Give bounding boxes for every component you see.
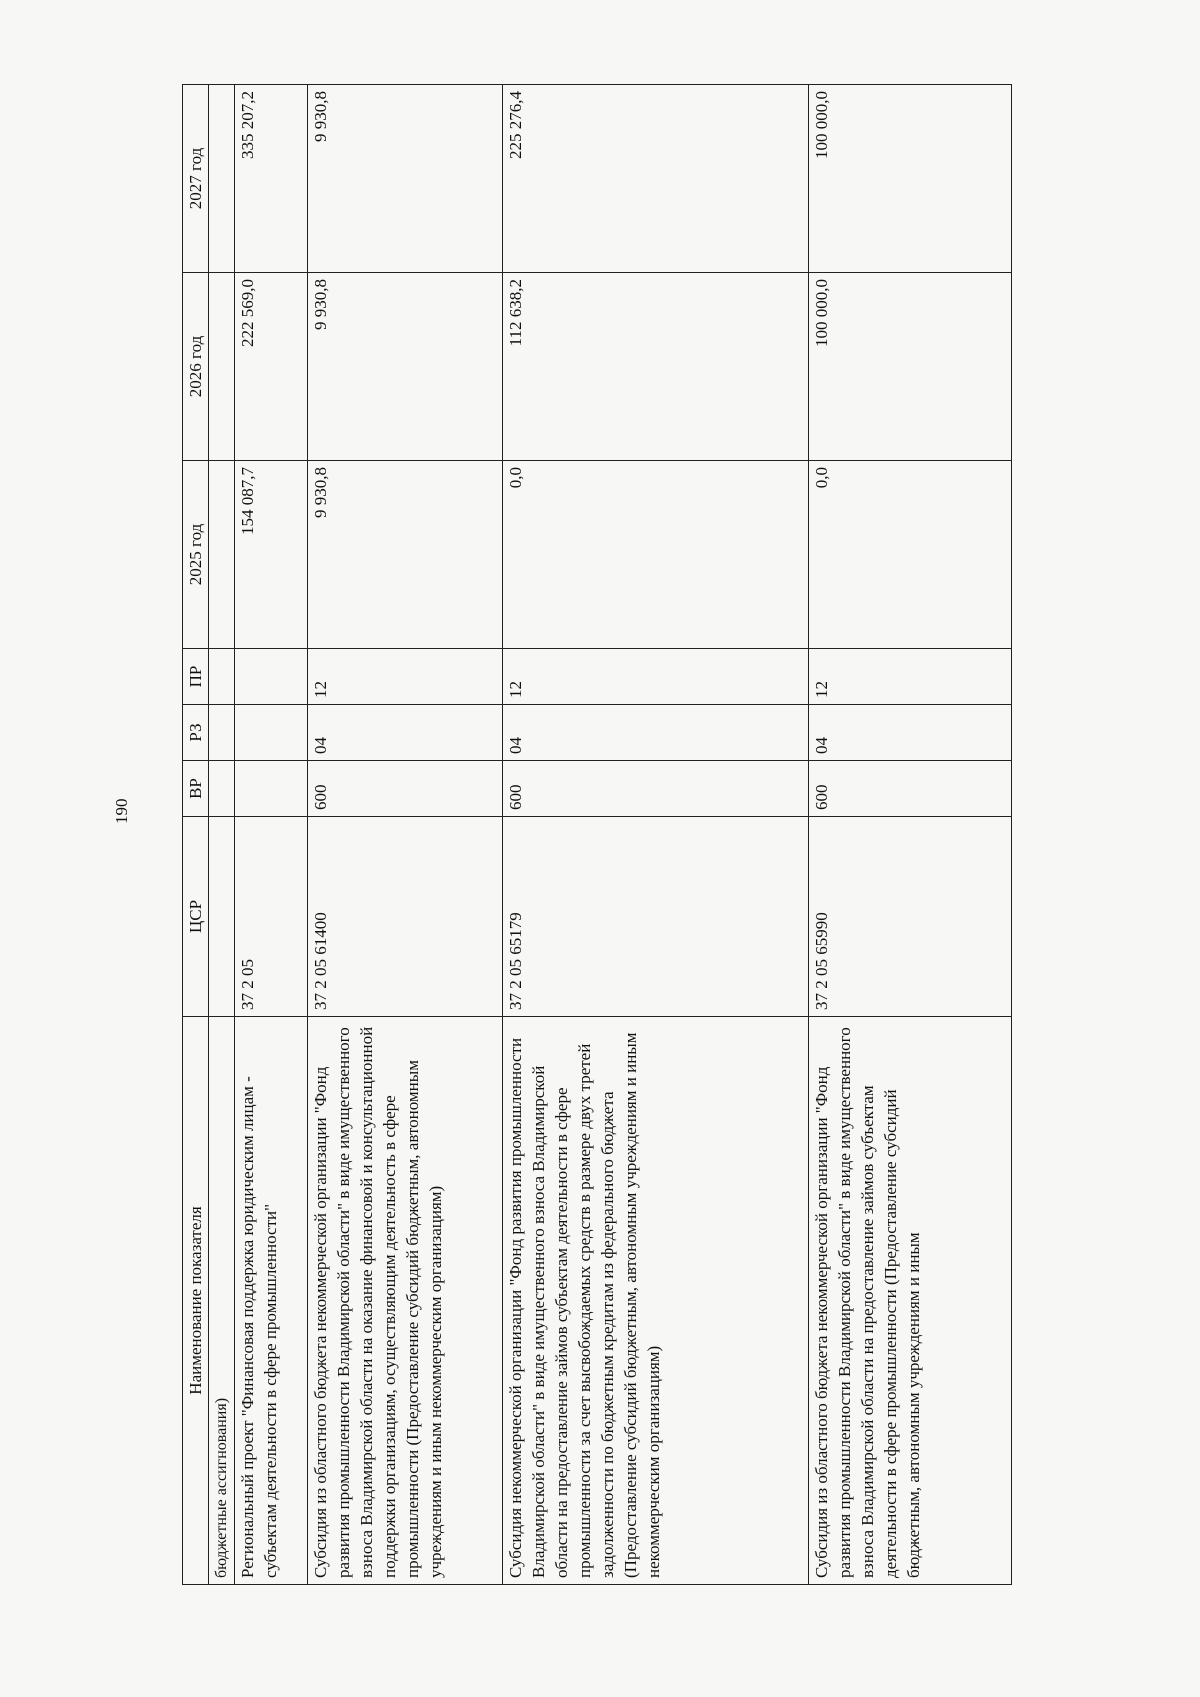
empty-cell <box>209 649 235 705</box>
empty-cell <box>209 705 235 761</box>
row-rz: 04 <box>809 705 1012 761</box>
header-vr: ВР <box>183 761 209 817</box>
row-2027: 225 276,4 <box>503 85 809 273</box>
row-rz: 04 <box>503 705 809 761</box>
empty-cell <box>209 85 235 273</box>
row-2025: 0,0 <box>809 461 1012 649</box>
rotated-table-wrapper <box>182 85 1117 1585</box>
row-2026: 112 638,2 <box>503 273 809 461</box>
category-row <box>209 85 235 1585</box>
row-vr: 600 <box>503 761 809 817</box>
empty-cell <box>209 761 235 817</box>
row-2025: 0,0 <box>503 461 809 649</box>
row-csr: 37 2 05 61400 <box>308 817 503 1017</box>
row-vr: 600 <box>308 761 503 817</box>
row-name: Субсидия из областного бюджета некоммерческой организации "Фонд развития промышленности Владимирской области" в виде имущественного взноса Владимирской области на предоставление займов субъектам деятельности в сфере промышленности (Предоставление субсидий бюджетным, автономным учреждениям и иным <box>809 1017 1012 1585</box>
row-name: Субсидия из областного бюджета некоммерческой организации "Фонд развития промышленности Владимирской области" в виде имущественного взноса Владимирской области на оказание финансовой и консультационной поддержки организациям, осуществляющим деятельность в сфере промышленности (Предоставление субсидий бюджетным, автономным учреждениям и иным некоммерческим организациям) <box>308 1017 503 1585</box>
row-pr: 12 <box>308 649 503 705</box>
empty-cell <box>209 461 235 649</box>
row-csr: 37 2 05 65179 <box>503 817 809 1017</box>
row-2026: 100 000,0 <box>809 273 1012 461</box>
header-pr: ПР <box>183 649 209 705</box>
table-row <box>308 85 503 1585</box>
header-2025: 2025 год <box>183 461 209 649</box>
row-csr: 37 2 05 65990 <box>809 817 1012 1017</box>
row-2027: 9 930,8 <box>308 85 503 273</box>
row-csr: 37 2 05 <box>235 817 308 1017</box>
row-2025: 9 930,8 <box>308 461 503 649</box>
row-2027: 335 207,2 <box>235 85 308 273</box>
row-name: Региональный проект "Финансовая поддержка юридическим лицам - субъектам деятельности в сфере промышленности" <box>235 1017 308 1585</box>
header-row <box>183 85 209 1585</box>
row-pr <box>235 649 308 705</box>
row-rz <box>235 705 308 761</box>
header-2026: 2026 год <box>183 273 209 461</box>
table-row <box>235 85 308 1585</box>
table-row <box>809 85 1012 1585</box>
row-vr: 600 <box>809 761 1012 817</box>
table-row <box>503 85 809 1585</box>
header-name: Наименование показателя <box>183 1017 209 1585</box>
row-pr: 12 <box>503 649 809 705</box>
row-2025: 154 087,7 <box>235 461 308 649</box>
budget-table <box>182 84 1012 1585</box>
empty-cell <box>209 273 235 461</box>
header-csr: ЦСР <box>183 817 209 1017</box>
row-pr: 12 <box>809 649 1012 705</box>
header-rz: РЗ <box>183 705 209 761</box>
row-name: Субсидия некоммерческой организации "Фонд развития промышленности Владимирской области" в виде имущественного взноса Владимирской области на предоставление займов субъектам деятельности в сфере промышленности за счет высвобождаемых средств в размере двух третей задолженности по бюджетным кредитам из федерального бюджета (Предоставление субсидий бюджетным, автономным учреждениям и иным некоммерческим организациям) <box>503 1017 809 1585</box>
header-2027: 2027 год <box>183 85 209 273</box>
row-2026: 222 569,0 <box>235 273 308 461</box>
row-rz: 04 <box>308 705 503 761</box>
row-2026: 9 930,8 <box>308 273 503 461</box>
empty-cell <box>209 817 235 1017</box>
page-number: 190 <box>112 798 131 824</box>
category-cell: бюджетные ассигнования) <box>209 1017 235 1585</box>
row-vr <box>235 761 308 817</box>
row-2027: 100 000,0 <box>809 85 1012 273</box>
